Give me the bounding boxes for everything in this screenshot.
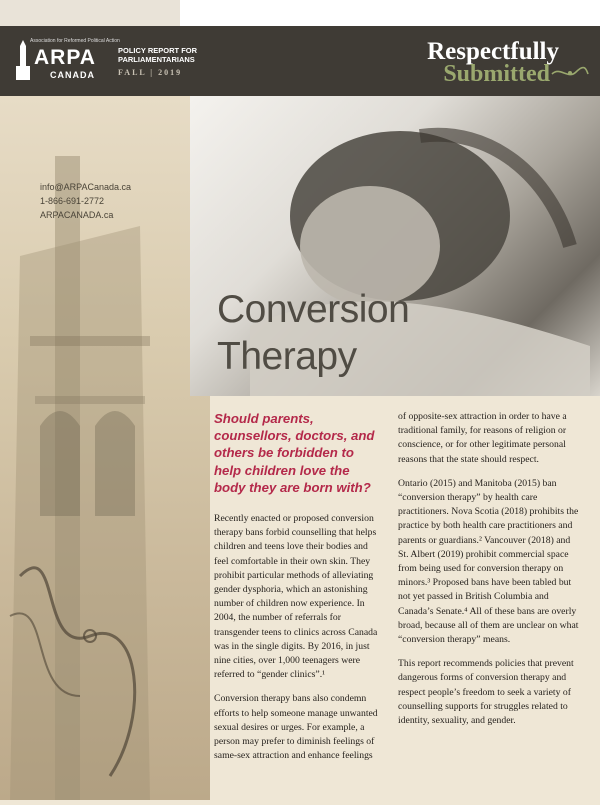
parliament-tower-icon — [12, 40, 34, 82]
body-paragraph: Ontario (2015) and Manitoba (2015) ban “conversion therapy” by health care practitioners. Nova Scotia (2018) prohibits the practice by both health care practitioners and parents or guardians.² Vancouver (2018) and St. Albert (2019) prohibit commercial space from being used for conversion therapy on minors.³ Proposed bans have been tabled but not yet passed in British Columbia and Canada’s Senate.⁴ All of these bans are overly broad, because all of them are unclear on what “conversion therapy” means. — [398, 477, 579, 646]
top-strip — [0, 0, 600, 26]
logo-name: ARPA — [34, 46, 96, 69]
body-paragraph: This report recommends policies that prevent dangerous forms of conversion therapy and respect people’s freedom to seek a variety of counselling supports for struggles related to identity, sexuality, and gender. — [398, 658, 574, 727]
contact-email[interactable]: info@ARPACanada.ca — [40, 182, 132, 192]
body-paragraph: of opposite-sex attraction in order to have a traditional family, for reasons of religion or conscience, or for other legitimate personal reasons that the state should respect. — [398, 411, 567, 465]
report-season: FALL | 2019 — [118, 68, 183, 77]
report-title — [217, 286, 409, 380]
lead-question: Should parents, counsellors, doctors, and others be forbidden to help children love the body they are born with? — [214, 411, 375, 495]
body-paragraph: Conversion therapy bans also condemn efforts to help someone manage unwanted sexual desires or urges. For example, a person may prefer to diminish feelings of same-sex attraction and enhance feelings — [214, 693, 378, 762]
contact-info — [40, 180, 131, 222]
body-column-1 — [214, 512, 384, 773]
contact-website[interactable]: ARPACANADA.ca — [40, 210, 114, 220]
report-title-line2: Therapy — [217, 335, 357, 378]
series-title-line1: Respectfully — [427, 38, 559, 65]
series-title-line2: Submitted — [443, 61, 550, 87]
body-column-2 — [398, 410, 583, 738]
contact-phone: 1-866-691-2772 — [40, 196, 105, 206]
top-strip-shade — [0, 0, 180, 26]
body-paragraph: Recently enacted or proposed conversion therapy bans forbid counselling that helps children and teens love their bodies and feel comfortable in their own skin. They prohibit particular methods of alleviating gender dysphoria, which an astonishing number of children now experience. In 2004, the number of referrals for transgender teens to clinics across Canada was in the single digits. By 2016, in just nine cities, over 1,000 teenagers were referred to “gender clinics”.¹ — [214, 513, 378, 681]
report-type: POLICY REPORT FOR PARLIAMENTARIANS — [118, 46, 198, 64]
logo-country: CANADA — [50, 70, 95, 80]
header-banner — [0, 26, 600, 96]
report-title-line1: Conversion — [217, 288, 410, 331]
arpa-logo — [12, 38, 120, 88]
flourish-icon — [550, 64, 590, 82]
logo-tagline: Association for Reformed Political Action — [30, 38, 120, 44]
